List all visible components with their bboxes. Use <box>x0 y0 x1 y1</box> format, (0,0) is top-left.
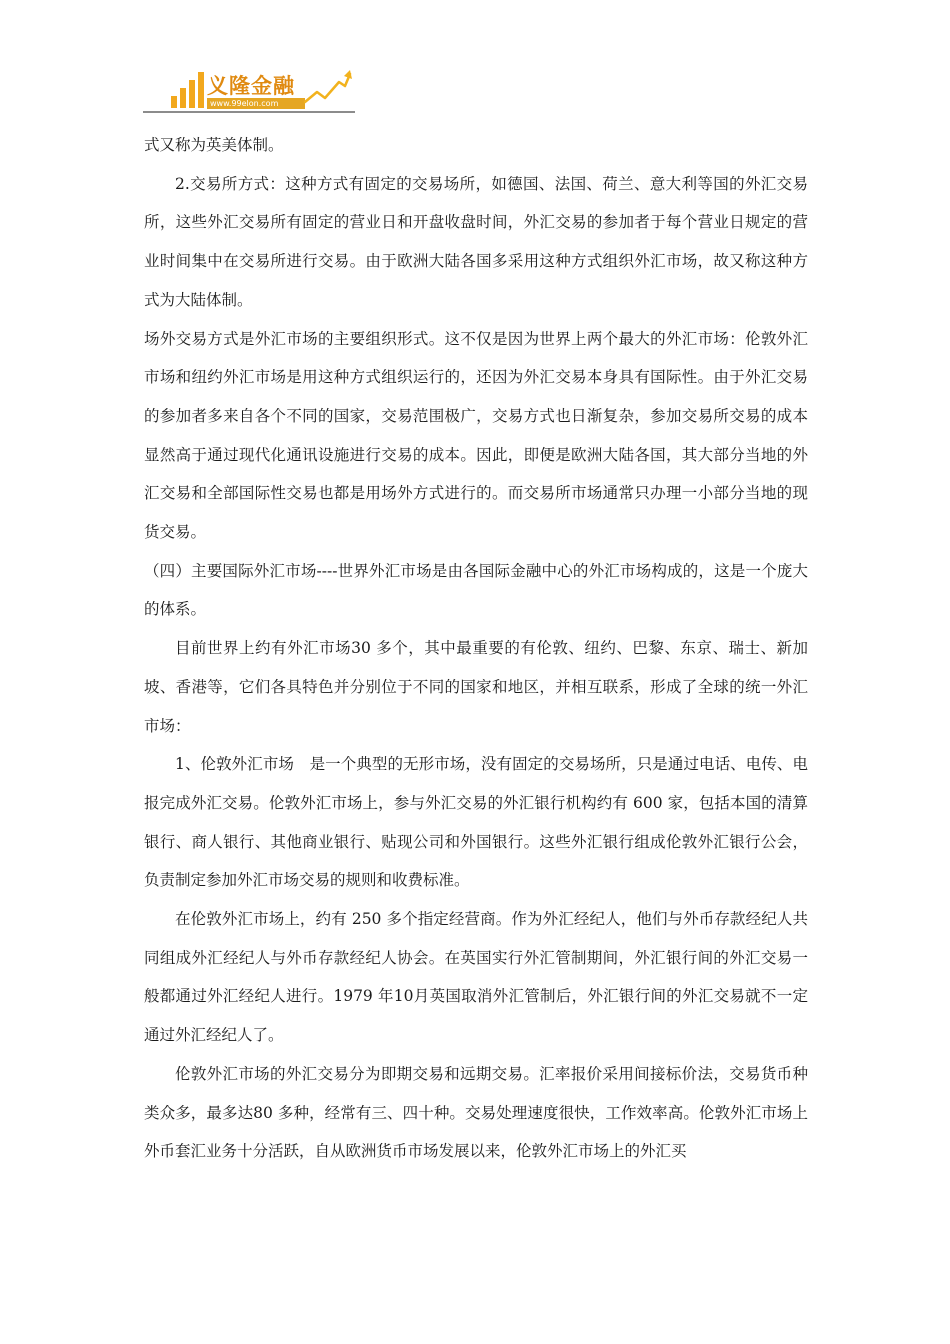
logo-text: 义隆金融 <box>207 74 295 98</box>
paragraph: 伦敦外汇市场的外汇交易分为即期交易和远期交易。汇率报价采用间接标价法，交易货币种类众多，最多达80 多种，经常有三、四十种。交易处理速度很快，工作效率高。伦敦外汇市场上外币套汇业务十分活跃，自从欧洲货币市场发展以来，伦敦外汇市场上的外汇买 <box>144 1064 808 1161</box>
paragraph: 2.交易所方式：这种方式有固定的交易场所，如德国、法国、荷兰、意大利等国的外汇交易所，这些外汇交易所有固定的营业日和开盘收盘时间，外汇交易的参加者于每个营业日规定的营业时间集中在交易所进行交易。由于欧洲大陆各国多采用这种方式组织外汇市场，故又称这种方式为大陆体制。 <box>144 174 808 309</box>
paragraph: 在伦敦外汇市场上，约有 250 多个指定经营商。作为外汇经纪人，他们与外币存款经纪人共同组成外汇经纪人与外币存款经纪人协会。在英国实行外汇管制期间，外汇银行间的外汇交易一般都通过外汇经纪人进行。1979 年10月英国取消外汇管制后，外汇银行间的外汇交易就不一定通过外汇经纪人了。 <box>144 910 808 1045</box>
paragraph: 1、伦敦外汇市场 是一个典型的无形市场，没有固定的交易场所，只是通过电话、电传、电报完成外汇交易。伦敦外汇市场上，参与外汇交易的外汇银行机构约有 600 家，包括本国的清算银行、商人银行、其他商业银行、贴现公司和外国银行。这些外汇银行组成伦敦外汇银行公会，负责制定参加外汇市场交易的规则和收费标准。 <box>144 755 808 890</box>
paragraph: 式又称为英美体制。 <box>144 136 284 154</box>
chart-bars-icon <box>171 70 205 108</box>
paragraph: 场外交易方式是外汇市场的主要组织形式。这不仅是因为世界上两个最大的外汇市场：伦敦外汇市场和纽约外汇市场是用这种方式组织运行的，还因为外汇交易本身具有国际性。由于外汇交易的参加者多来自各个不同的国家，交易范围极广，交易方式也日渐复杂，参加交易所交易的成本显然高于通过现代化通讯设施进行交易的成本。因此，即便是欧洲大陆各国，其大部分当地的外汇交易和全部国际性交易也都是用场外方式进行的。而交易所市场通常只办理一小部分当地的现货交易。 <box>144 329 808 542</box>
header-divider <box>143 111 355 113</box>
section-heading-paragraph: （四）主要国际外汇市场----世界外汇市场是由各国际金融中心的外汇市场构成的，这是一个庞大的体系。 <box>144 561 808 619</box>
logo-url: www.99elon.com <box>207 98 305 109</box>
header-logo <box>143 68 355 114</box>
paragraph: 目前世界上约有外汇市场30 多个，其中最重要的有伦敦、纽约、巴黎、东京、瑞士、新加坡、香港等，它们各具特色并分别位于不同的国家和地区，并相互联系，形成了全球的统一外汇市场： <box>144 639 808 735</box>
document-body <box>144 126 808 1171</box>
trend-arrow-icon <box>303 68 353 108</box>
